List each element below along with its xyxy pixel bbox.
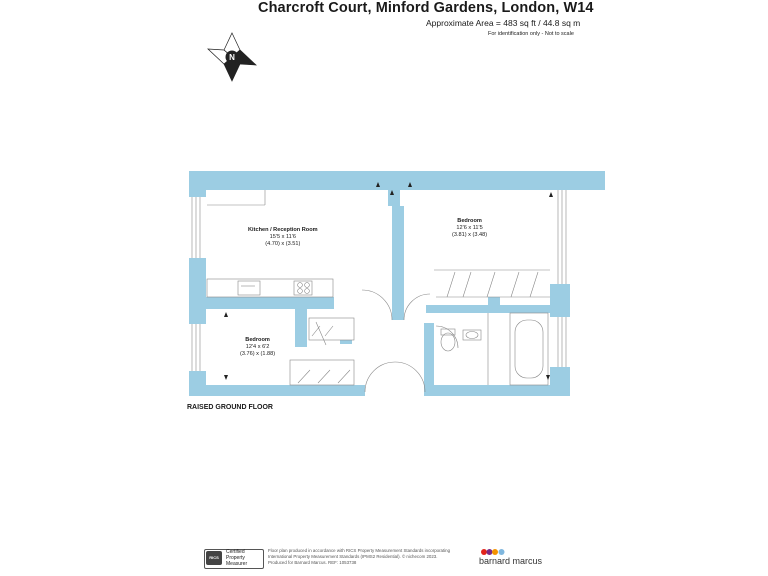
rics-line-1: Certified: [226, 549, 245, 555]
disclaimer-line-3: Produced for Barnard Marcus. REF: 1053738: [268, 560, 357, 565]
compass-icon: [208, 33, 256, 81]
brand-logo-dots: [480, 548, 510, 556]
rics-certified-text: [226, 549, 247, 567]
room-name-bedroom-1: Bedroom: [457, 218, 482, 224]
room-label-bedroom-2: [240, 337, 275, 358]
room-size-imperial-bedroom-1: 12'6 x 11'5: [456, 225, 483, 231]
rics-line-2: Property: [226, 555, 245, 561]
brand-dot-purple: [487, 549, 493, 555]
room-size-metric-bedroom-2: (3.76) x (1.88): [240, 351, 276, 357]
rics-line-3: Measurer: [226, 561, 248, 567]
disclaimer-line-2: International Property Measurement Standards (IPMS2 Residential). © nichecom 2023.: [268, 554, 438, 559]
identification-note: For identification only - Not to scale: [488, 31, 574, 37]
brand-name: barnard marcus: [479, 556, 543, 566]
room-size-imperial-kitchen: 15'5 x 11'6: [269, 234, 296, 240]
brand-dot-orange: [492, 549, 498, 555]
compass-north-letter: N: [229, 53, 235, 62]
room-label-bedroom-1: [452, 218, 487, 239]
room-size-metric-kitchen: (4.70) x (3.51): [265, 241, 301, 247]
brand-dot-blue: [499, 549, 505, 555]
room-size-imperial-bedroom-2: 12'4 x 6'2: [245, 344, 270, 350]
rics-logo: RICS: [206, 551, 222, 565]
room-size-metric-bedroom-1: (3.81) x (3.48): [452, 232, 488, 238]
fixtures: [207, 190, 550, 392]
brand-dot-red: [481, 549, 487, 555]
page-title: Charcroft Court, Minford Gardens, London, W14: [258, 0, 594, 16]
room-name-bedroom-2: Bedroom: [245, 337, 270, 343]
room-name-kitchen: Kitchen / Reception Room: [248, 227, 318, 233]
disclaimer-line-1: Floor plan produced in accordance with RICS Property Measurement Standards incorporating: [268, 548, 451, 553]
disclaimer: [268, 548, 473, 566]
approximate-area: Approximate Area = 483 sq ft / 44.8 sq m: [426, 18, 581, 28]
room-label-kitchen: [248, 227, 318, 248]
floor-label: RAISED GROUND FLOOR: [187, 404, 273, 411]
